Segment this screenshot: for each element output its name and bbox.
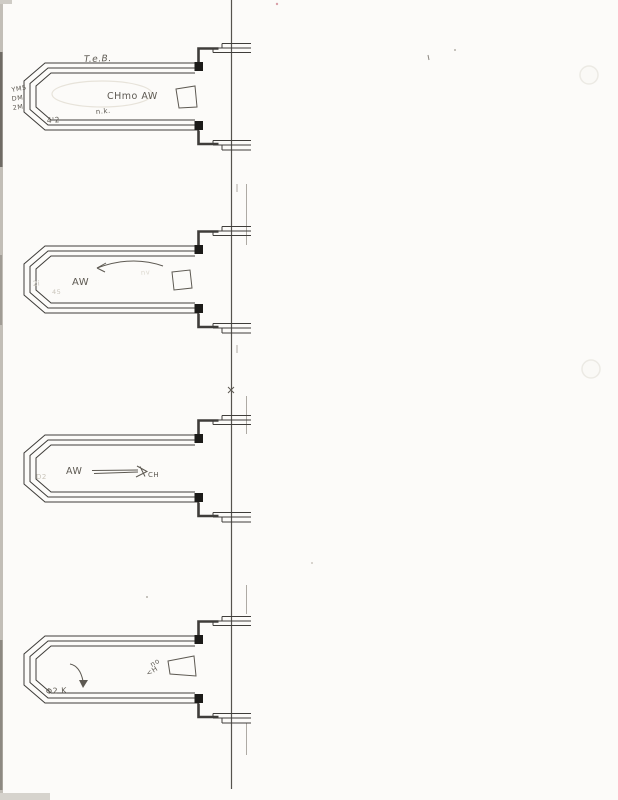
bay3-target-label: CH: [148, 471, 160, 479]
bay1-side-label-1: YM5: [10, 83, 28, 94]
bay-3-long-arrow: [92, 466, 147, 477]
bay1-note-1: n.k.: [95, 106, 112, 116]
secondary-wall-line: [237, 184, 247, 755]
bay2-faint-3: nv: [140, 268, 151, 277]
bay2-faint-2: 45: [52, 288, 62, 296]
bay3-label: AW: [66, 466, 83, 477]
bay-2-curved-arrow: [97, 261, 163, 268]
bay1-center-label: CHmo AW: [107, 91, 158, 102]
handwritten-annotations: [10, 54, 161, 696]
bay-2-sketch-box: [172, 270, 192, 290]
bay-4-sketch-box: [168, 656, 196, 676]
punch-hole-smudge: [580, 66, 598, 84]
bay1-side-label-3: 2M: [12, 102, 24, 112]
bay-1-sketch-box: [176, 86, 197, 108]
punch-hole-smudge: [582, 360, 600, 378]
bay1-side-label-2: DM: [11, 93, 24, 103]
bay4-rotated-1: no: [148, 656, 162, 669]
bay2-label: AW: [72, 277, 90, 288]
bay-4-curved-arrow: [70, 664, 83, 681]
bay2-faint-1: 2i: [32, 279, 41, 288]
bay1-note-2: 4'2: [46, 115, 61, 125]
bay-3: [24, 416, 251, 523]
bay3-faint-1: D2: [36, 473, 47, 481]
bay1-top-label: T.e.B.: [83, 54, 112, 65]
bay4-bottom-note: Φ2 K: [45, 685, 68, 696]
bay-2: [24, 227, 251, 334]
bay4-rotated-2: <H: [144, 664, 160, 678]
bay-4: [24, 617, 251, 724]
